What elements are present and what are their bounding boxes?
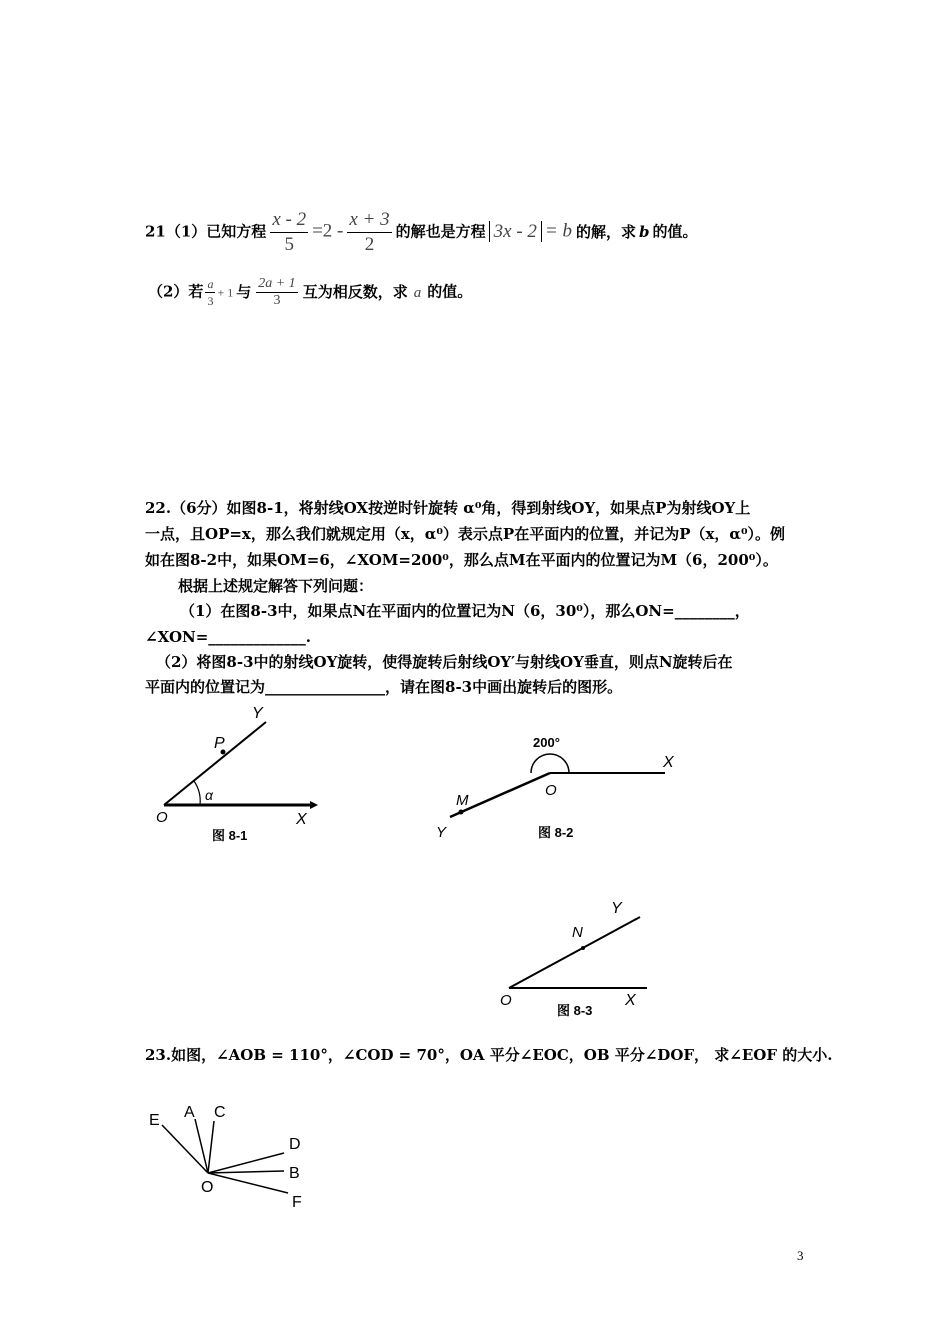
label-y: Y (611, 900, 622, 917)
figure-8-2 (430, 725, 690, 845)
q21-p2-text-c: 互为相反数，求 (302, 282, 408, 301)
q21-plus-one: + 1 (217, 285, 234, 300)
label-c: C (214, 1104, 226, 1121)
ray-of (208, 1173, 288, 1193)
q21-p2-text-b: 与 (236, 282, 252, 301)
q21-fraction-2: $\frac{x + 3}{2}$ (349, 209, 390, 255)
q21-part1 (145, 208, 698, 257)
figure-8-3 (495, 895, 665, 1025)
label-a: A (184, 1104, 195, 1121)
label-o: O (545, 782, 557, 799)
q22-line-2: 一点，且OP=x，那么我们就规定用（x，α⁰）表示点P在平面内的位置，并记为P（x，α⁰）。例 (145, 525, 786, 543)
q22-line-3: 如在图8-2中，如果OM=6，∠XOM=200⁰，那么点M在平面内的位置记为M（6，200⁰）。 (145, 551, 778, 569)
angle-arc-200 (531, 754, 569, 773)
arrow-x (310, 801, 318, 809)
figure-8-1 (150, 700, 340, 850)
label-y: Y (252, 705, 263, 722)
q21-p1-text-d: 的值。 (652, 222, 698, 241)
page-number: 3 (797, 1248, 804, 1263)
label-x: X (625, 992, 636, 1009)
q21-abs-expression: 3x - 2 (489, 221, 542, 242)
angle-arc-alpha (194, 781, 200, 805)
label-x: X (296, 811, 307, 828)
label-o: O (156, 809, 168, 826)
q21-p1-text-a: 21（1）已知方程 (145, 222, 267, 241)
q21-p1-text-c: 的解，求 (576, 222, 637, 241)
label-d: D (289, 1136, 301, 1153)
label-y: Y (436, 824, 447, 841)
q22-line-7: （2）将图8-3中的射线OY旋转，使得旋转后射线OY′与射线OY垂直，则点N旋转后在 (156, 653, 733, 671)
caption-8-2: 图 8-2 (538, 825, 574, 840)
q21-fraction-4: $\frac{2a + 1}{3}$ (258, 276, 296, 308)
q21-part2 (148, 276, 472, 309)
point-m (459, 810, 464, 815)
label-x: X (663, 754, 674, 771)
q23-text: 23.如图，∠AOB = 110°，∠COD = 70°，OA 平分∠EOC，OB 平分∠DOF， 求∠EOF 的大小. (145, 1046, 833, 1064)
q22-line-6: ∠XON=_____________. (145, 628, 312, 646)
q21-fraction-3: $\frac{a}{3}$ (207, 277, 214, 308)
label-f: F (292, 1194, 302, 1211)
label-m: M (456, 792, 469, 809)
ray-oc (208, 1121, 214, 1173)
label-o: O (500, 992, 512, 1009)
ray-oe (162, 1125, 208, 1173)
label-200: 200° (533, 735, 560, 750)
q21-p2-text-a: （2）若 (148, 282, 204, 301)
q22-line-4: 根据上述规定解答下列问题： (178, 577, 374, 595)
label-o: O (201, 1179, 214, 1196)
q21-var-a: a (413, 284, 422, 301)
caption-8-3: 图 8-3 (557, 1003, 593, 1018)
q21-p1-text-b: 的解也是方程 (395, 222, 486, 241)
q22-line-5: （1）在图8-3中，如果点N在平面内的位置记为N（6，30⁰），那么ON=________， (180, 602, 750, 620)
label-p: P (214, 735, 225, 752)
label-alpha: α (205, 787, 213, 803)
point-n (581, 946, 585, 950)
q21-var-b: b (639, 222, 650, 241)
q22-line-1: 22.（6分）如图8-1，将射线OX按逆时针旋转 α⁰角，得到射线OY，如果点P为射线OY上 (145, 499, 751, 517)
q21-fraction-1: $\frac{x - 2}{5}$ (272, 209, 307, 255)
q22-line-8: 平面内的位置记为________________，请在图8-3中画出旋转后的图形。 (145, 678, 623, 696)
caption-8-1: 图 8-1 (212, 828, 248, 843)
ray-oa (195, 1119, 208, 1173)
q21-equals-two: =2 - (312, 220, 344, 242)
label-e: E (149, 1112, 160, 1129)
label-b: B (289, 1165, 300, 1182)
q21-p2-text-d: 的值。 (427, 282, 473, 301)
label-n: N (572, 924, 583, 941)
ray-ob (208, 1171, 284, 1173)
q21-equals-b: = b (544, 220, 572, 242)
figure-q23 (140, 1095, 330, 1220)
ray-od (208, 1153, 284, 1173)
